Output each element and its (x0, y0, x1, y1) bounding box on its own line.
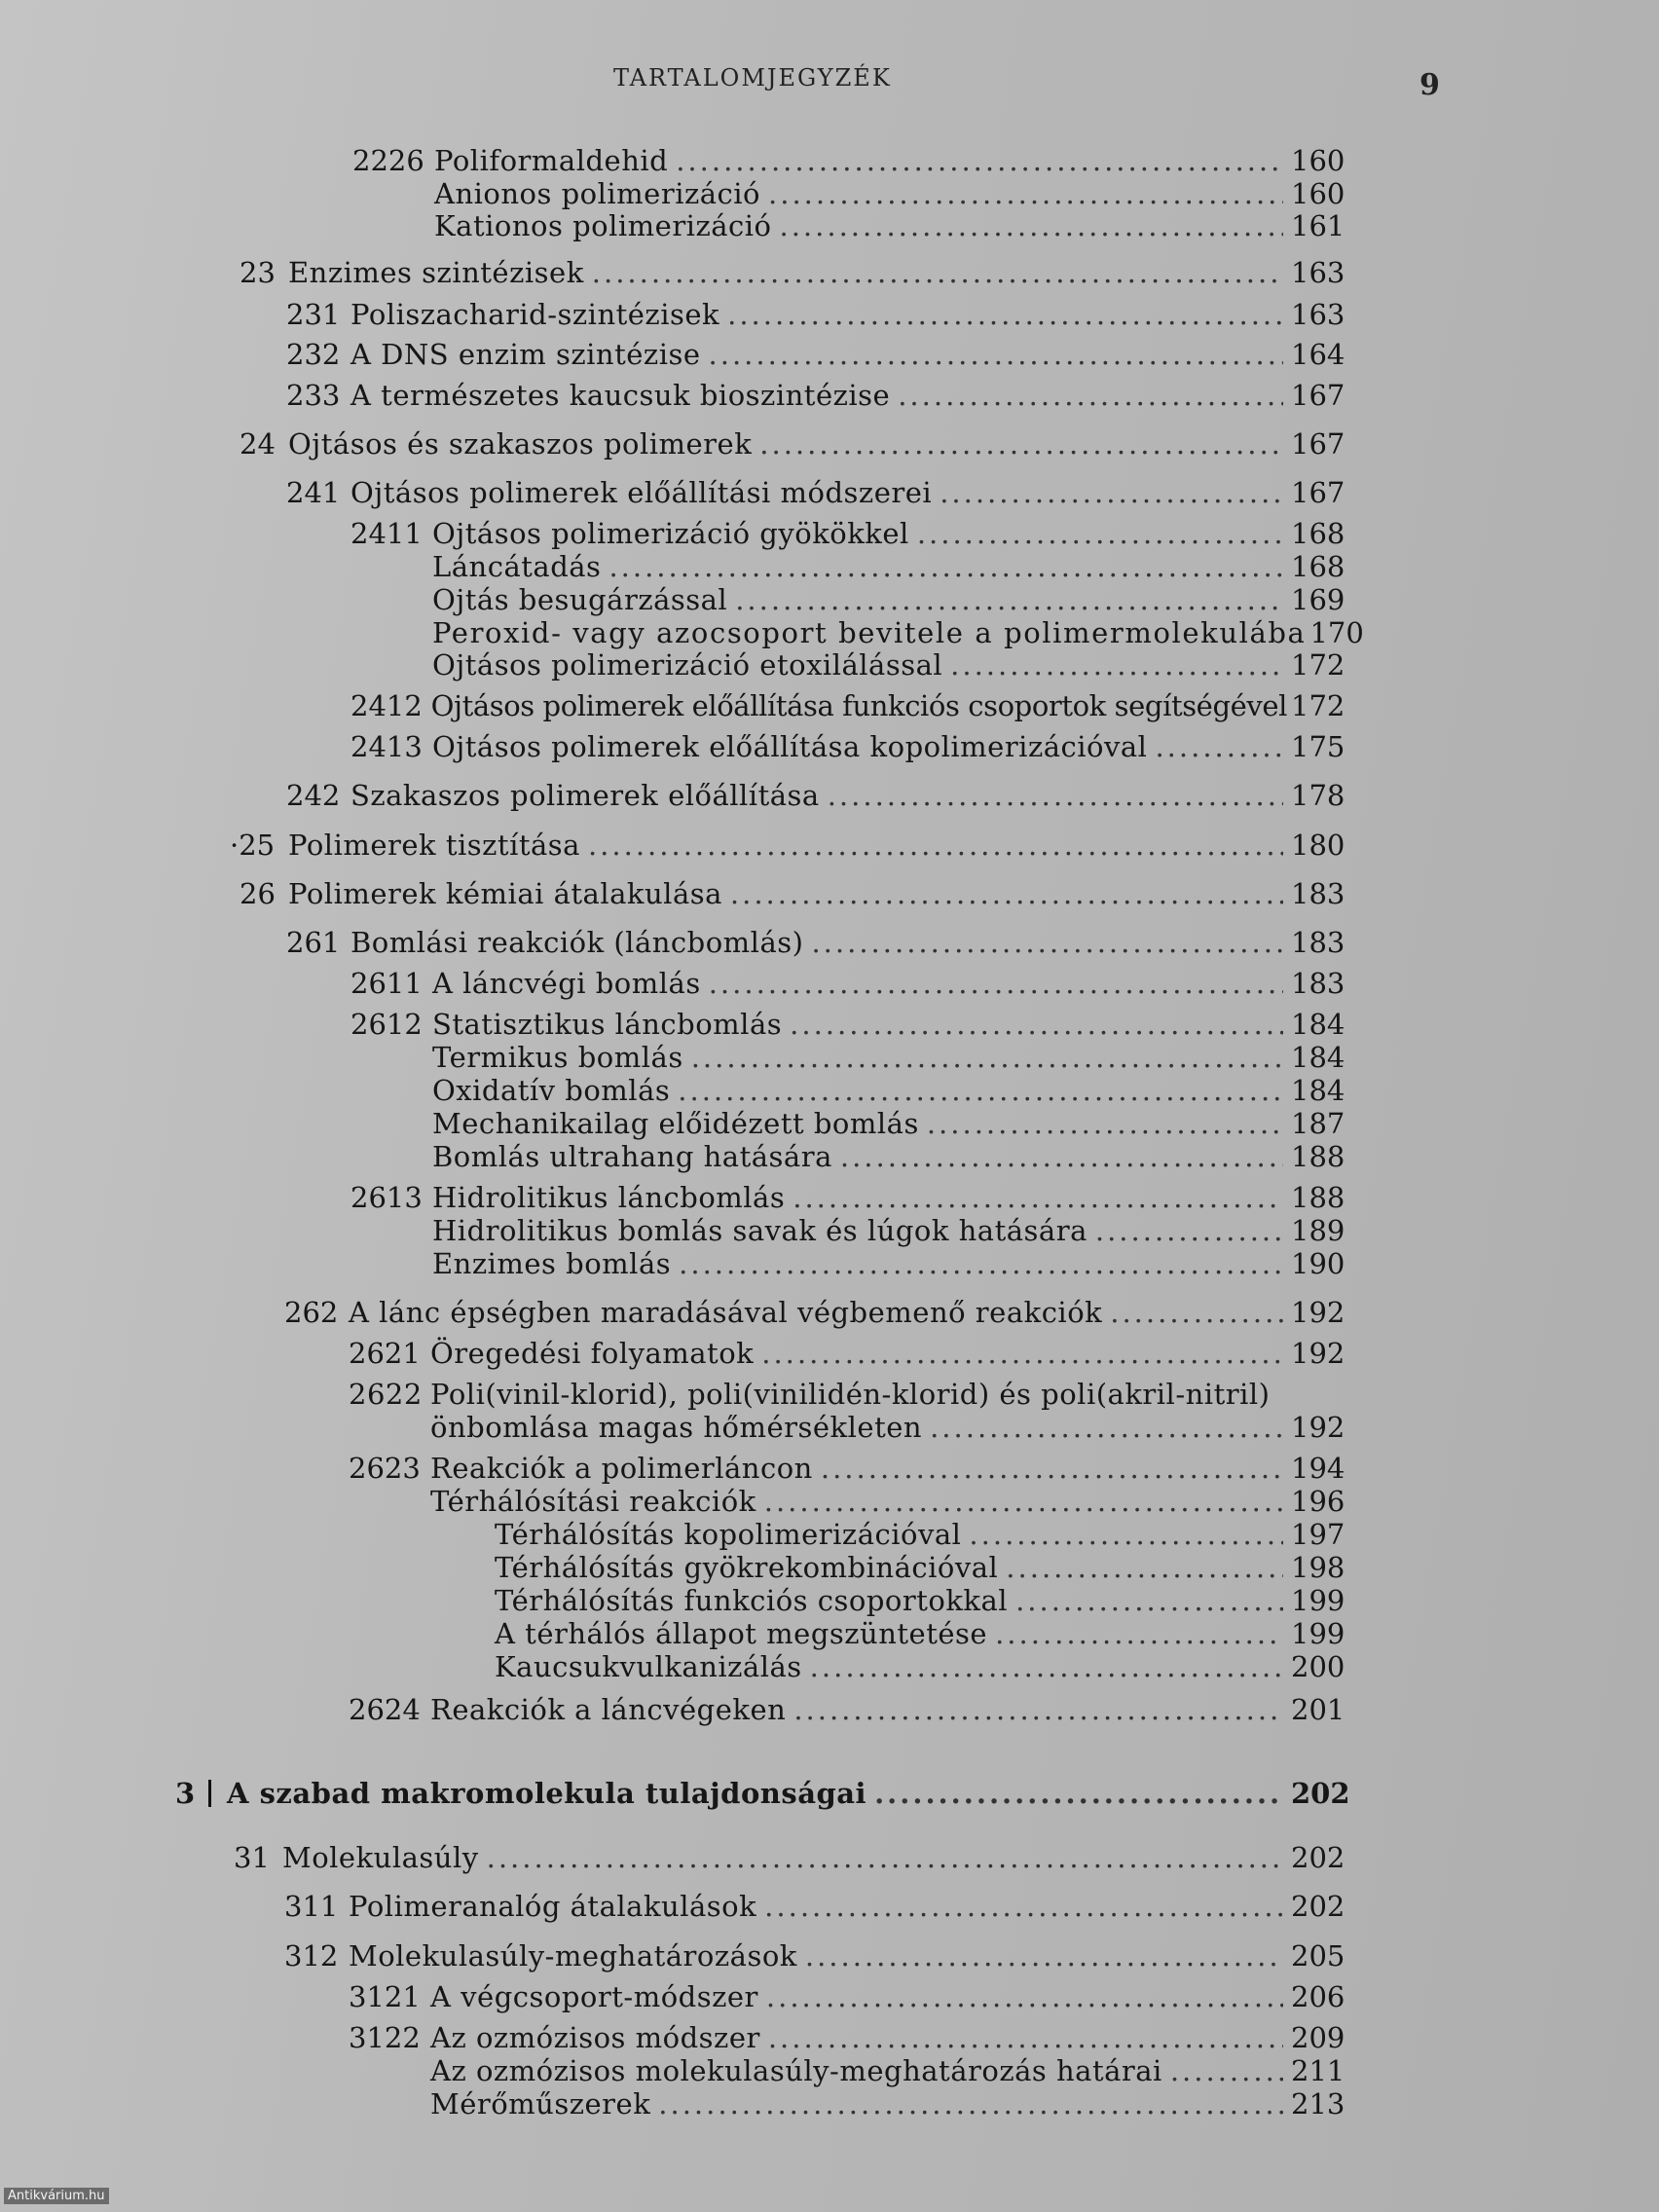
dot-leader (927, 1107, 1283, 1140)
entry-title: Poliszacharid-szintézisek (350, 298, 720, 331)
toc-entry (430, 2087, 1344, 2120)
toc-entry (349, 1452, 1344, 1485)
entry-page: 209 (1291, 2021, 1346, 2054)
entry-page: 183 (1291, 967, 1346, 1000)
running-title: TARTALOMJEGYZÉK (613, 64, 892, 92)
toc-entry (286, 379, 1344, 412)
toc-entry (286, 338, 1344, 371)
dot-leader (810, 1650, 1283, 1683)
entry-page: 164 (1291, 338, 1346, 371)
toc-entry (234, 1841, 1344, 1874)
entry-number: 3121 (349, 1980, 421, 2013)
dot-leader (805, 1939, 1283, 1972)
toc-entry (349, 1980, 1344, 2013)
entry-title: Térhálósítás kopolimerizációval (495, 1518, 962, 1551)
entry-title: Szakaszos polimerek előállítása (350, 779, 820, 812)
entry-number: 241 (286, 476, 341, 509)
entry-page: 168 (1291, 550, 1346, 583)
entry-number: 312 (284, 1939, 339, 1972)
entry-page: 161 (1291, 209, 1346, 242)
toc-entry (350, 1008, 1344, 1041)
watermark: Antikvárium.hu (4, 2188, 109, 2204)
toc-entry (349, 1693, 1344, 1726)
entry-title: Molekulasúly-meghatározások (349, 1939, 797, 1972)
dot-leader (828, 779, 1283, 812)
toc-entry (240, 427, 1344, 461)
entry-title: Öregedési folyamatok (430, 1337, 755, 1370)
chapter-number: 3 (175, 1777, 196, 1810)
entry-number: 2622 (349, 1378, 423, 1411)
entry-title: Polimeranalóg átalakulások (349, 1890, 757, 1923)
entry-title: Ojtásos polimerek előállítása kopolimerizációval (432, 730, 1148, 763)
entry-page: 192 (1291, 1296, 1346, 1329)
dot-leader (793, 1693, 1283, 1726)
entry-title: Reakciók a láncvégeken (430, 1693, 787, 1726)
dot-leader (588, 829, 1283, 862)
entry-title: Polimerek kémiai átalakulása (288, 877, 722, 910)
entry-number: 2413 (350, 730, 423, 763)
entry-title: Oxidatív bomlás (432, 1074, 671, 1107)
entry-number: 2611 (350, 967, 423, 1000)
toc-entry (432, 1214, 1344, 1247)
dot-leader (676, 144, 1283, 177)
entry-page: 163 (1291, 256, 1346, 289)
dot-leader (874, 1777, 1283, 1810)
entry-page: 188 (1291, 1181, 1346, 1214)
entry-number: 23 (240, 256, 276, 289)
entry-title: Molekulasúly (282, 1841, 479, 1874)
entry-title: Poli(vinil-klorid), poli(vinilidén-klorid) és poli(akril-nitril) (430, 1378, 1271, 1411)
entry-number: 2412 (350, 689, 423, 722)
entry-page: 172 (1291, 689, 1346, 722)
dot-leader (709, 338, 1283, 371)
entry-page: 192 (1291, 1337, 1346, 1370)
dot-leader (917, 517, 1283, 550)
entry-page: 175 (1291, 730, 1346, 763)
toc-entry (432, 1074, 1344, 1107)
entry-title: Hidrolitikus bomlás savak és lúgok hatására (432, 1214, 1088, 1247)
entry-title: Ojtás besugárzással (432, 583, 728, 616)
entry-page: 202 (1291, 1777, 1350, 1810)
entry-page: 187 (1291, 1107, 1346, 1140)
toc-entry (349, 1337, 1344, 1370)
entry-page: 180 (1291, 829, 1346, 862)
entry-page: 192 (1291, 1411, 1346, 1444)
dot-leader (759, 427, 1283, 461)
entry-number: 2612 (350, 1008, 423, 1041)
chapter-title: A szabad makromolekula tulajdonságai (227, 1777, 867, 1810)
entry-title: Térhálósítási reakciók (430, 1485, 756, 1518)
entry-page: 167 (1291, 476, 1346, 509)
entry-title: Enzimes bomlás (432, 1247, 672, 1280)
dot-leader (761, 1337, 1283, 1370)
entry-page: 202 (1291, 1841, 1346, 1874)
toc-entry (286, 926, 1344, 959)
toc-entry (432, 616, 1364, 649)
toc-entry (230, 829, 1344, 862)
entry-title: Hidrolitikus láncbomlás (432, 1181, 786, 1214)
toc-entry (432, 1107, 1344, 1140)
dot-leader (658, 2087, 1283, 2120)
dot-leader (608, 550, 1283, 583)
entry-number: 231 (286, 298, 341, 331)
entry-number: 2623 (349, 1452, 421, 1485)
dot-leader (840, 1140, 1283, 1173)
toc-entry (240, 256, 1344, 289)
dot-leader (768, 177, 1283, 210)
toc-entry (350, 730, 1344, 763)
toc-entry (286, 298, 1344, 331)
entry-title: Kationos polimerizáció (434, 209, 772, 242)
toc-entry (284, 1296, 1344, 1329)
toc-entry (284, 1890, 1344, 1923)
entry-title: Poliformaldehid (434, 144, 669, 177)
entry-title: Bomlási reakciók (láncbomlás) (350, 926, 804, 959)
entry-page: 200 (1291, 1650, 1346, 1683)
dot-leader (969, 1518, 1283, 1551)
entry-title: A DNS enzim szintézise (350, 338, 701, 371)
entry-title: Anionos polimerizáció (434, 177, 761, 210)
entry-number: 31 (234, 1841, 270, 1874)
dot-leader (898, 379, 1283, 412)
entry-page: 190 (1291, 1247, 1346, 1280)
toc-entry (432, 648, 1344, 682)
entry-title: Mechanikailag előidézett bomlás (432, 1107, 919, 1140)
dot-leader (930, 1411, 1283, 1444)
entry-title: A láncvégi bomlás (432, 967, 701, 1000)
entry-page: 160 (1291, 144, 1346, 177)
entry-number: 24 (240, 427, 276, 461)
entry-number: 2226 (352, 144, 424, 177)
toc-entry (432, 550, 1344, 583)
entry-title-continued: önbomlása magas hőmérsékleten (430, 1411, 923, 1444)
entry-title: Térhálósítás funkciós csoportokkal (495, 1584, 1009, 1617)
entry-page: 211 (1291, 2054, 1346, 2087)
toc-entry-first-line (349, 1378, 1270, 1411)
entry-number: 262 (284, 1296, 339, 1329)
toc-entry (350, 689, 1344, 722)
entry-page: 199 (1291, 1617, 1346, 1650)
dot-leader (766, 1980, 1283, 2013)
entry-title: Láncátadás (432, 550, 602, 583)
entry-page: 163 (1291, 298, 1346, 331)
toc-entry (350, 517, 1344, 550)
entry-title: A természetes kaucsuk bioszintézise (350, 379, 891, 412)
entry-title: Statisztikus láncbomlás (432, 1008, 783, 1041)
entry-page: 183 (1291, 877, 1346, 910)
toc-entry (350, 967, 1344, 1000)
entry-page: 202 (1291, 1890, 1346, 1923)
dot-leader (678, 1074, 1283, 1107)
toc-entry (495, 1584, 1344, 1617)
toc-entry (434, 209, 1344, 242)
dot-leader (768, 2021, 1283, 2054)
entry-number: 233 (286, 379, 341, 412)
toc-entry (495, 1518, 1344, 1551)
toc-entry (495, 1650, 1344, 1683)
entry-title: A végcsoport-módszer (430, 1980, 758, 2013)
toc-entry (286, 476, 1344, 509)
dot-leader (995, 1617, 1283, 1650)
entry-page: 172 (1291, 648, 1346, 682)
entry-page: 206 (1291, 1980, 1346, 2013)
entry-title: Polimerek tisztítása (288, 829, 580, 862)
entry-page: 160 (1291, 177, 1346, 210)
toc-entry (495, 1617, 1344, 1650)
entry-title: A lánc épségben maradásával végbemenő reakciók (349, 1296, 1103, 1329)
dot-leader (1015, 1584, 1283, 1617)
entry-number: 232 (286, 338, 341, 371)
page-number: 9 (1419, 68, 1440, 102)
toc-entry (432, 1041, 1344, 1074)
entry-page: 184 (1291, 1008, 1346, 1041)
dot-leader (487, 1841, 1283, 1874)
chapter-entry (175, 1776, 1350, 1810)
entry-page: 167 (1291, 427, 1346, 461)
dot-leader (727, 298, 1283, 331)
toc-entry (434, 177, 1344, 210)
dot-leader (1155, 730, 1283, 763)
entry-title: Ojtásos és szakaszos polimerek (288, 427, 753, 461)
entry-title: Reakciók a polimerláncon (430, 1452, 813, 1485)
toc-entry (350, 1181, 1344, 1214)
dot-leader (811, 926, 1283, 959)
entry-title: Termikus bomlás (432, 1041, 683, 1074)
toc-entry (284, 1939, 1344, 1972)
toc-entry (432, 1247, 1344, 1280)
entry-page: 197 (1291, 1518, 1346, 1551)
entry-page: 196 (1291, 1485, 1346, 1518)
toc-entry (432, 1140, 1344, 1173)
entry-title: Ojtásos polimerek előállítási módszerei (350, 476, 933, 509)
entry-title: Térhálósítás gyökrekombinációval (495, 1551, 999, 1584)
entry-page: 199 (1291, 1584, 1346, 1617)
entry-page: 170 (1309, 616, 1364, 649)
entry-title: Kaucsukvulkanizálás (495, 1650, 802, 1683)
entry-title: Ojtásos polimerek előállítása funkciós csoportok segítségével (430, 689, 1287, 722)
toc-entry (349, 2021, 1344, 2054)
toc-entry (495, 1551, 1344, 1584)
dot-leader (592, 256, 1283, 289)
entry-number: 3122 (349, 2021, 421, 2054)
entry-number: 2624 (349, 1693, 421, 1726)
entry-page: 178 (1291, 779, 1346, 812)
dot-leader (790, 1008, 1283, 1041)
entry-number: 2411 (350, 517, 423, 550)
entry-number: 261 (286, 926, 341, 959)
toc-entry (430, 1485, 1344, 1518)
toc-entry (352, 144, 1344, 177)
dot-leader (764, 1890, 1283, 1923)
entry-page: 184 (1291, 1074, 1346, 1107)
entry-page: 168 (1291, 517, 1346, 550)
dot-leader (679, 1247, 1283, 1280)
entry-page: 188 (1291, 1140, 1346, 1173)
entry-page: 189 (1291, 1214, 1346, 1247)
entry-title: Az ozmózisos módszer (430, 2021, 760, 2054)
entry-title: Ojtásos polimerizáció gyökökkel (432, 517, 909, 550)
entry-page: 194 (1291, 1452, 1346, 1485)
dot-leader (940, 476, 1283, 509)
dot-leader (1170, 2054, 1283, 2087)
dot-leader (730, 877, 1283, 910)
entry-number: 311 (284, 1890, 339, 1923)
entry-title: Mérőműszerek (430, 2087, 651, 2120)
entry-number: 2621 (349, 1337, 421, 1370)
entry-page: 167 (1291, 379, 1346, 412)
entry-page: 169 (1291, 583, 1346, 616)
dot-leader (735, 583, 1283, 616)
entry-page: 183 (1291, 926, 1346, 959)
chapter-divider-bar (208, 1780, 211, 1807)
entry-title: A térhálós állapot megszüntetése (495, 1617, 988, 1650)
entry-title: Enzimes szintézisek (288, 256, 584, 289)
dot-leader (709, 967, 1283, 1000)
dot-leader (1095, 1214, 1283, 1247)
entry-number: 242 (286, 779, 341, 812)
dot-leader (1110, 1296, 1283, 1329)
toc-entry (430, 1411, 1344, 1444)
entry-number: 26 (240, 877, 276, 910)
entry-page: 205 (1291, 1939, 1346, 1972)
dot-leader (1006, 1551, 1283, 1584)
toc-entry (286, 779, 1344, 812)
entry-page: 198 (1291, 1551, 1346, 1584)
dot-leader (764, 1485, 1283, 1518)
toc-entry (240, 877, 1344, 910)
entry-page: 201 (1291, 1693, 1346, 1726)
dot-leader (821, 1452, 1283, 1485)
toc-entry (430, 2054, 1344, 2087)
entry-page: 184 (1291, 1041, 1346, 1074)
entry-number: ·25 (230, 829, 276, 862)
entry-title: Peroxid- vagy azocsoport bevitele a polimermolekulába (432, 616, 1307, 649)
toc-entry (432, 583, 1344, 616)
entry-title: Bomlás ultrahang hatására (432, 1140, 832, 1173)
dot-leader (691, 1041, 1283, 1074)
entry-title: Ojtásos polimerizáció etoxilálással (432, 648, 943, 682)
dot-leader (793, 1181, 1283, 1214)
dot-leader (950, 648, 1283, 682)
entry-title: Az ozmózisos molekulasúly-meghatározás határai (430, 2054, 1162, 2087)
entry-page: 213 (1291, 2087, 1346, 2120)
dot-leader (780, 209, 1284, 242)
entry-number: 2613 (350, 1181, 423, 1214)
